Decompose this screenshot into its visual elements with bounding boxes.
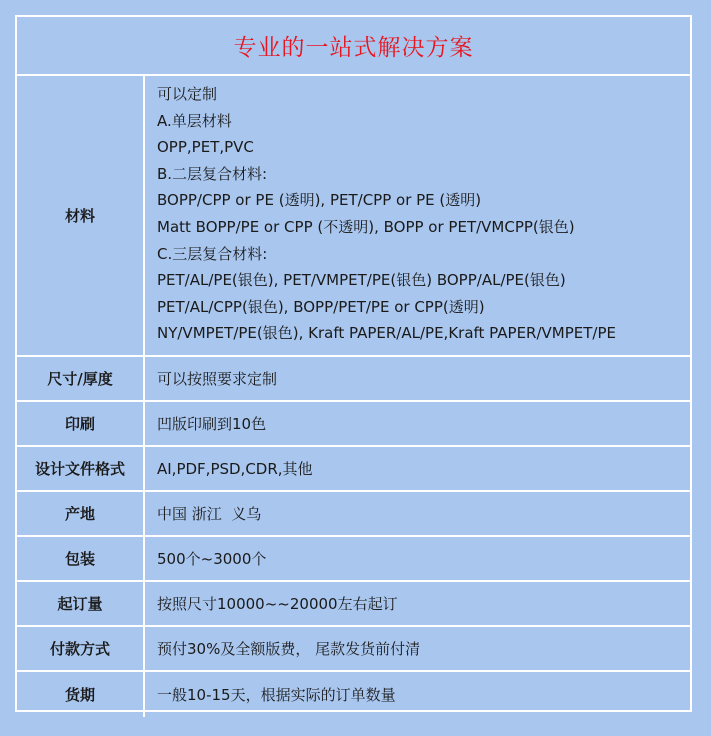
table-row-material (17, 76, 690, 357)
material-line: A.单层材料 (157, 111, 232, 130)
row-value (145, 492, 690, 535)
table-row-printing (17, 402, 690, 447)
row-label: 材料 (17, 76, 145, 355)
table-row-payment (17, 627, 690, 672)
row-label: 起订量 (17, 582, 145, 625)
row-value-text: 一般10-15天，根据实际的订单数量 (157, 686, 396, 704)
row-value (145, 357, 690, 400)
material-line: NY/VMPET/PE(银色), Kraft PAPER/AL/PE,Kraft PAPER/VMPET/PE (157, 324, 616, 343)
material-line: 可以定制 (157, 85, 218, 103)
table-row-size (17, 357, 690, 402)
row-label: 包装 (17, 537, 145, 580)
material-line: PET/AL/PE(银色), PET/VMPET/PE(银色) BOPP/AL/PE(银色) (157, 271, 566, 290)
row-value (145, 402, 690, 445)
row-value-material (145, 76, 690, 355)
row-value-text: 中国 浙江 义乌 (157, 505, 262, 523)
title-row (17, 17, 690, 76)
row-value (145, 672, 690, 717)
row-value (145, 537, 690, 580)
row-value-text: 500个~3000个 (157, 550, 267, 568)
table-row-file-format (17, 447, 690, 492)
material-line: OPP,PET,PVC (157, 138, 254, 157)
row-value-text: AI,PDF,PSD,CDR,其他 (157, 460, 313, 478)
row-value (145, 582, 690, 625)
material-line: BOPP/CPP or PE (透明), PET/CPP or PE (透明) (157, 191, 482, 210)
material-line: B.二层复合材料: (157, 164, 268, 183)
row-label: 印刷 (17, 402, 145, 445)
table-row-origin (17, 492, 690, 537)
row-value (145, 447, 690, 490)
page-title: 专业的一站式解决方案 (233, 35, 474, 61)
row-value-text: 可以按照要求定制 (157, 370, 278, 388)
table-row-moq (17, 582, 690, 627)
row-value-text: 预付30%及全额版费， 尾款发货前付清 (157, 640, 421, 658)
row-value-text: 按照尺寸10000~~20000左右起订 (157, 595, 398, 613)
table-row-packaging (17, 537, 690, 582)
row-label: 货期 (17, 672, 145, 717)
row-value-text: 凹版印刷到10色 (157, 415, 267, 433)
spec-table (15, 15, 692, 712)
row-label: 付款方式 (17, 627, 145, 670)
material-line: PET/AL/CPP(银色), BOPP/PET/PE or CPP(透明) (157, 297, 485, 316)
row-label: 产地 (17, 492, 145, 535)
material-line: Matt BOPP/PE or CPP (不透明), BOPP or PET/VMCPP(银色) (157, 217, 575, 236)
row-value (145, 627, 690, 670)
table-row-delivery (17, 672, 690, 717)
row-label: 尺寸/厚度 (17, 357, 145, 400)
material-line: C.三层复合材料: (157, 244, 268, 263)
row-label: 设计文件格式 (17, 447, 145, 490)
